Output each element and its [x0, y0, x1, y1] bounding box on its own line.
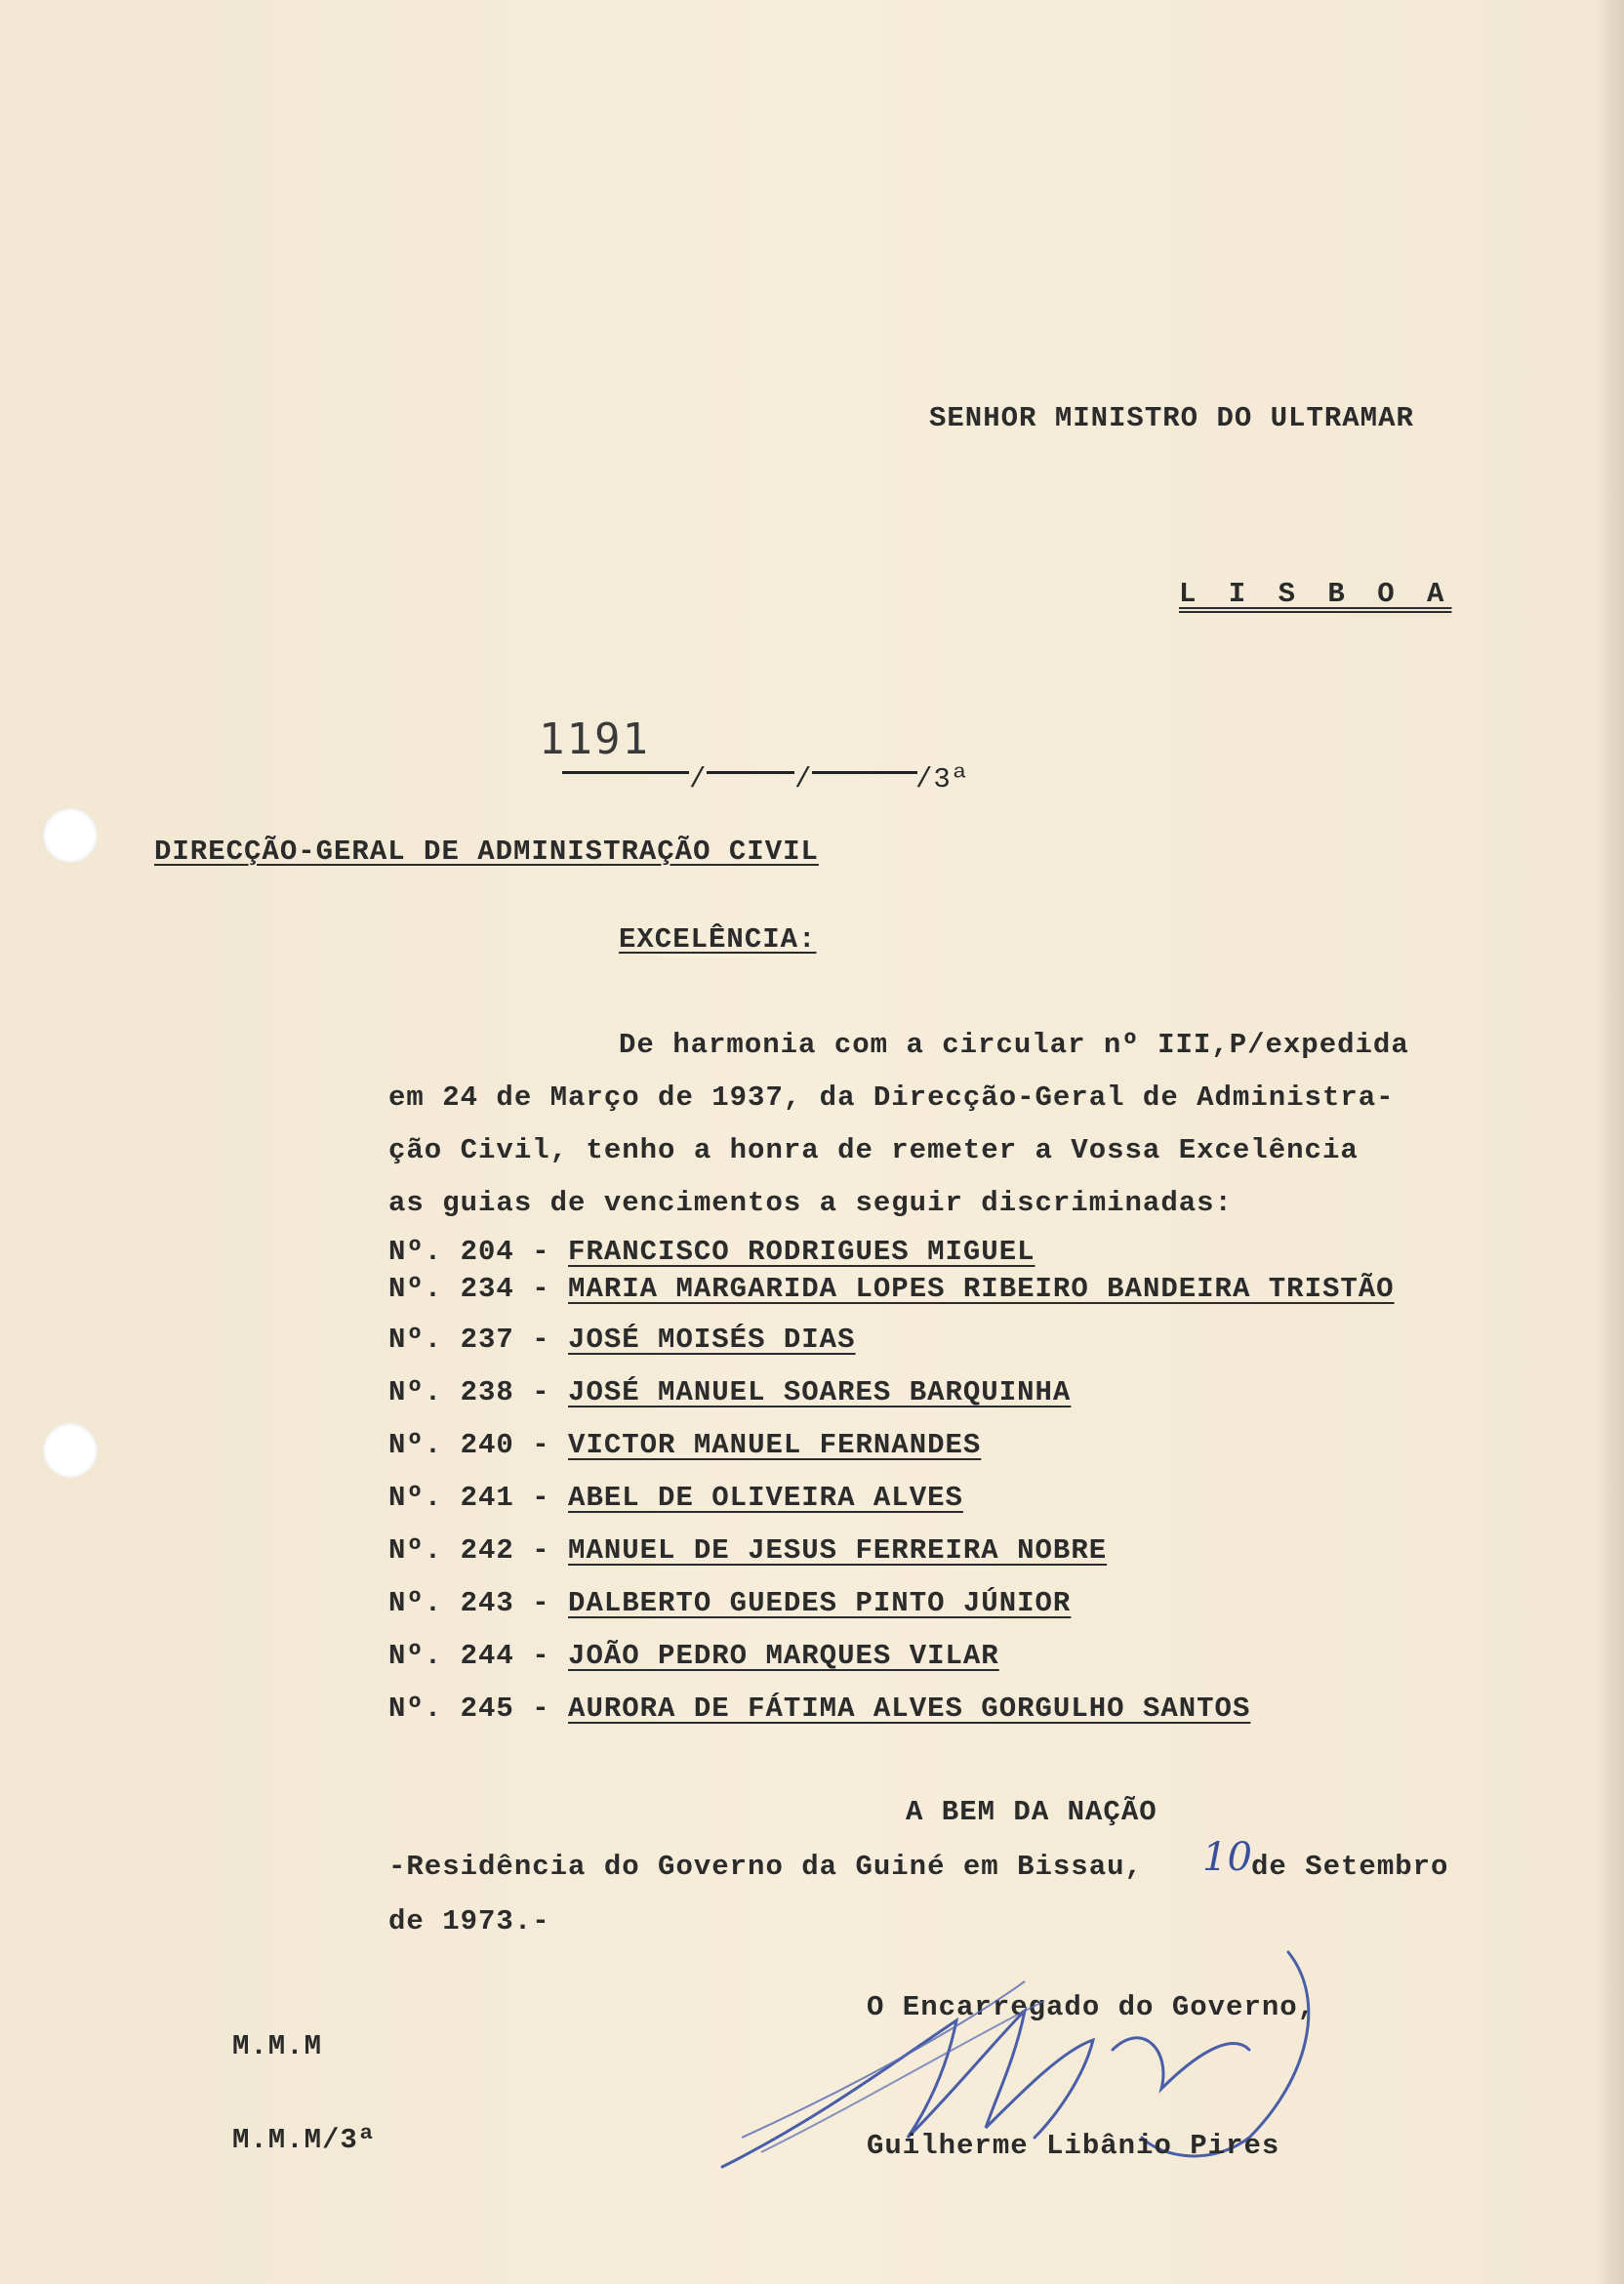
list-item	[388, 1376, 1071, 1408]
entry-name: JOÃO PEDRO MARQUES VILAR	[568, 1640, 999, 1672]
entry-number: Nº. 245 -	[388, 1693, 550, 1725]
entry-name: FRANCISCO RODRIGUES MIGUEL	[568, 1236, 1035, 1268]
department-heading: DIRECÇÃO-GERAL DE ADMINISTRAÇÃO CIVIL	[154, 836, 819, 868]
entry-number: Nº. 204 -	[388, 1236, 550, 1268]
entry-number: Nº. 244 -	[388, 1640, 550, 1672]
place-line-end: de Setembro	[1251, 1851, 1449, 1883]
stamped-reference-number: 1191	[539, 714, 650, 764]
reference-slash-2: /	[794, 763, 813, 795]
addressee-title: SENHOR MINISTRO DO ULTRAMAR	[929, 402, 1414, 434]
closing-motto: A BEM DA NAÇÃO	[906, 1796, 1157, 1828]
entry-name: DALBERTO GUEDES PINTO JÚNIOR	[568, 1587, 1072, 1619]
body-line-4: as guias de vencimentos a seguir discriminadas:	[388, 1187, 1233, 1219]
entry-name: MANUEL DE JESUS FERREIRA NOBRE	[568, 1534, 1108, 1567]
body-line-2: em 24 de Março de 1937, da Direcção-Geral de Administra-	[388, 1081, 1395, 1114]
entry-name: MARIA MARGARIDA LOPES RIBEIRO BANDEIRA TRISTÃO	[568, 1273, 1395, 1305]
list-item	[388, 1587, 1071, 1619]
handwritten-day: 10	[1202, 1835, 1252, 1880]
list-item	[388, 1236, 1035, 1268]
list-item	[388, 1324, 856, 1356]
entry-name: VICTOR MANUEL FERNANDES	[568, 1429, 982, 1461]
list-item	[388, 1429, 981, 1461]
reference-blank-1	[562, 771, 689, 774]
body-line-3: ção Civil, tenho a honra de remeter a Vossa Excelência	[388, 1134, 1359, 1166]
list-item	[388, 1534, 1107, 1567]
entry-name: JOSÉ MANUEL SOARES BARQUINHA	[568, 1376, 1072, 1408]
entry-number: Nº. 238 -	[388, 1376, 550, 1408]
signatory-role: O Encarregado do Governo,	[867, 1991, 1317, 2023]
entry-number: Nº. 243 -	[388, 1587, 550, 1619]
salutation: EXCELÊNCIA:	[619, 923, 817, 956]
entry-number: Nº. 240 -	[388, 1429, 550, 1461]
entry-name: ABEL DE OLIVEIRA ALVES	[568, 1482, 963, 1514]
reference-blank-2	[707, 771, 794, 774]
reference-code-2: M.M.M/3ª	[232, 2124, 377, 2156]
entry-name: JOSÉ MOISÉS DIAS	[568, 1324, 856, 1356]
signatory-name: Guilherme Libânio Pires	[867, 2130, 1280, 2162]
reference-slash-1: /	[689, 763, 708, 795]
reference-suffix: /3ª	[915, 763, 970, 795]
entry-number: Nº. 242 -	[388, 1534, 550, 1567]
addressee-city: L I S B O A	[1179, 578, 1452, 610]
entry-name: AURORA DE FÁTIMA ALVES GORGULHO SANTOS	[568, 1693, 1251, 1725]
year-line: de 1973.-	[388, 1905, 550, 1937]
place-line-start: -Residência do Governo da Guiné em Bissau,	[388, 1851, 1143, 1883]
list-item	[388, 1273, 1395, 1305]
list-item	[388, 1482, 963, 1514]
punch-hole-top	[43, 808, 98, 863]
paper-edge-shadow	[1595, 0, 1624, 2284]
list-item	[388, 1693, 1250, 1725]
body-line-1: De harmonia com a circular nº III,P/expedida	[619, 1029, 1409, 1061]
reference-code-1: M.M.M	[232, 2030, 323, 2062]
reference-blank-3	[812, 771, 917, 774]
entry-number: Nº. 234 -	[388, 1273, 550, 1305]
entry-number: Nº. 237 -	[388, 1324, 550, 1356]
punch-hole-bottom	[43, 1423, 98, 1478]
list-item	[388, 1640, 999, 1672]
entry-number: Nº. 241 -	[388, 1482, 550, 1514]
